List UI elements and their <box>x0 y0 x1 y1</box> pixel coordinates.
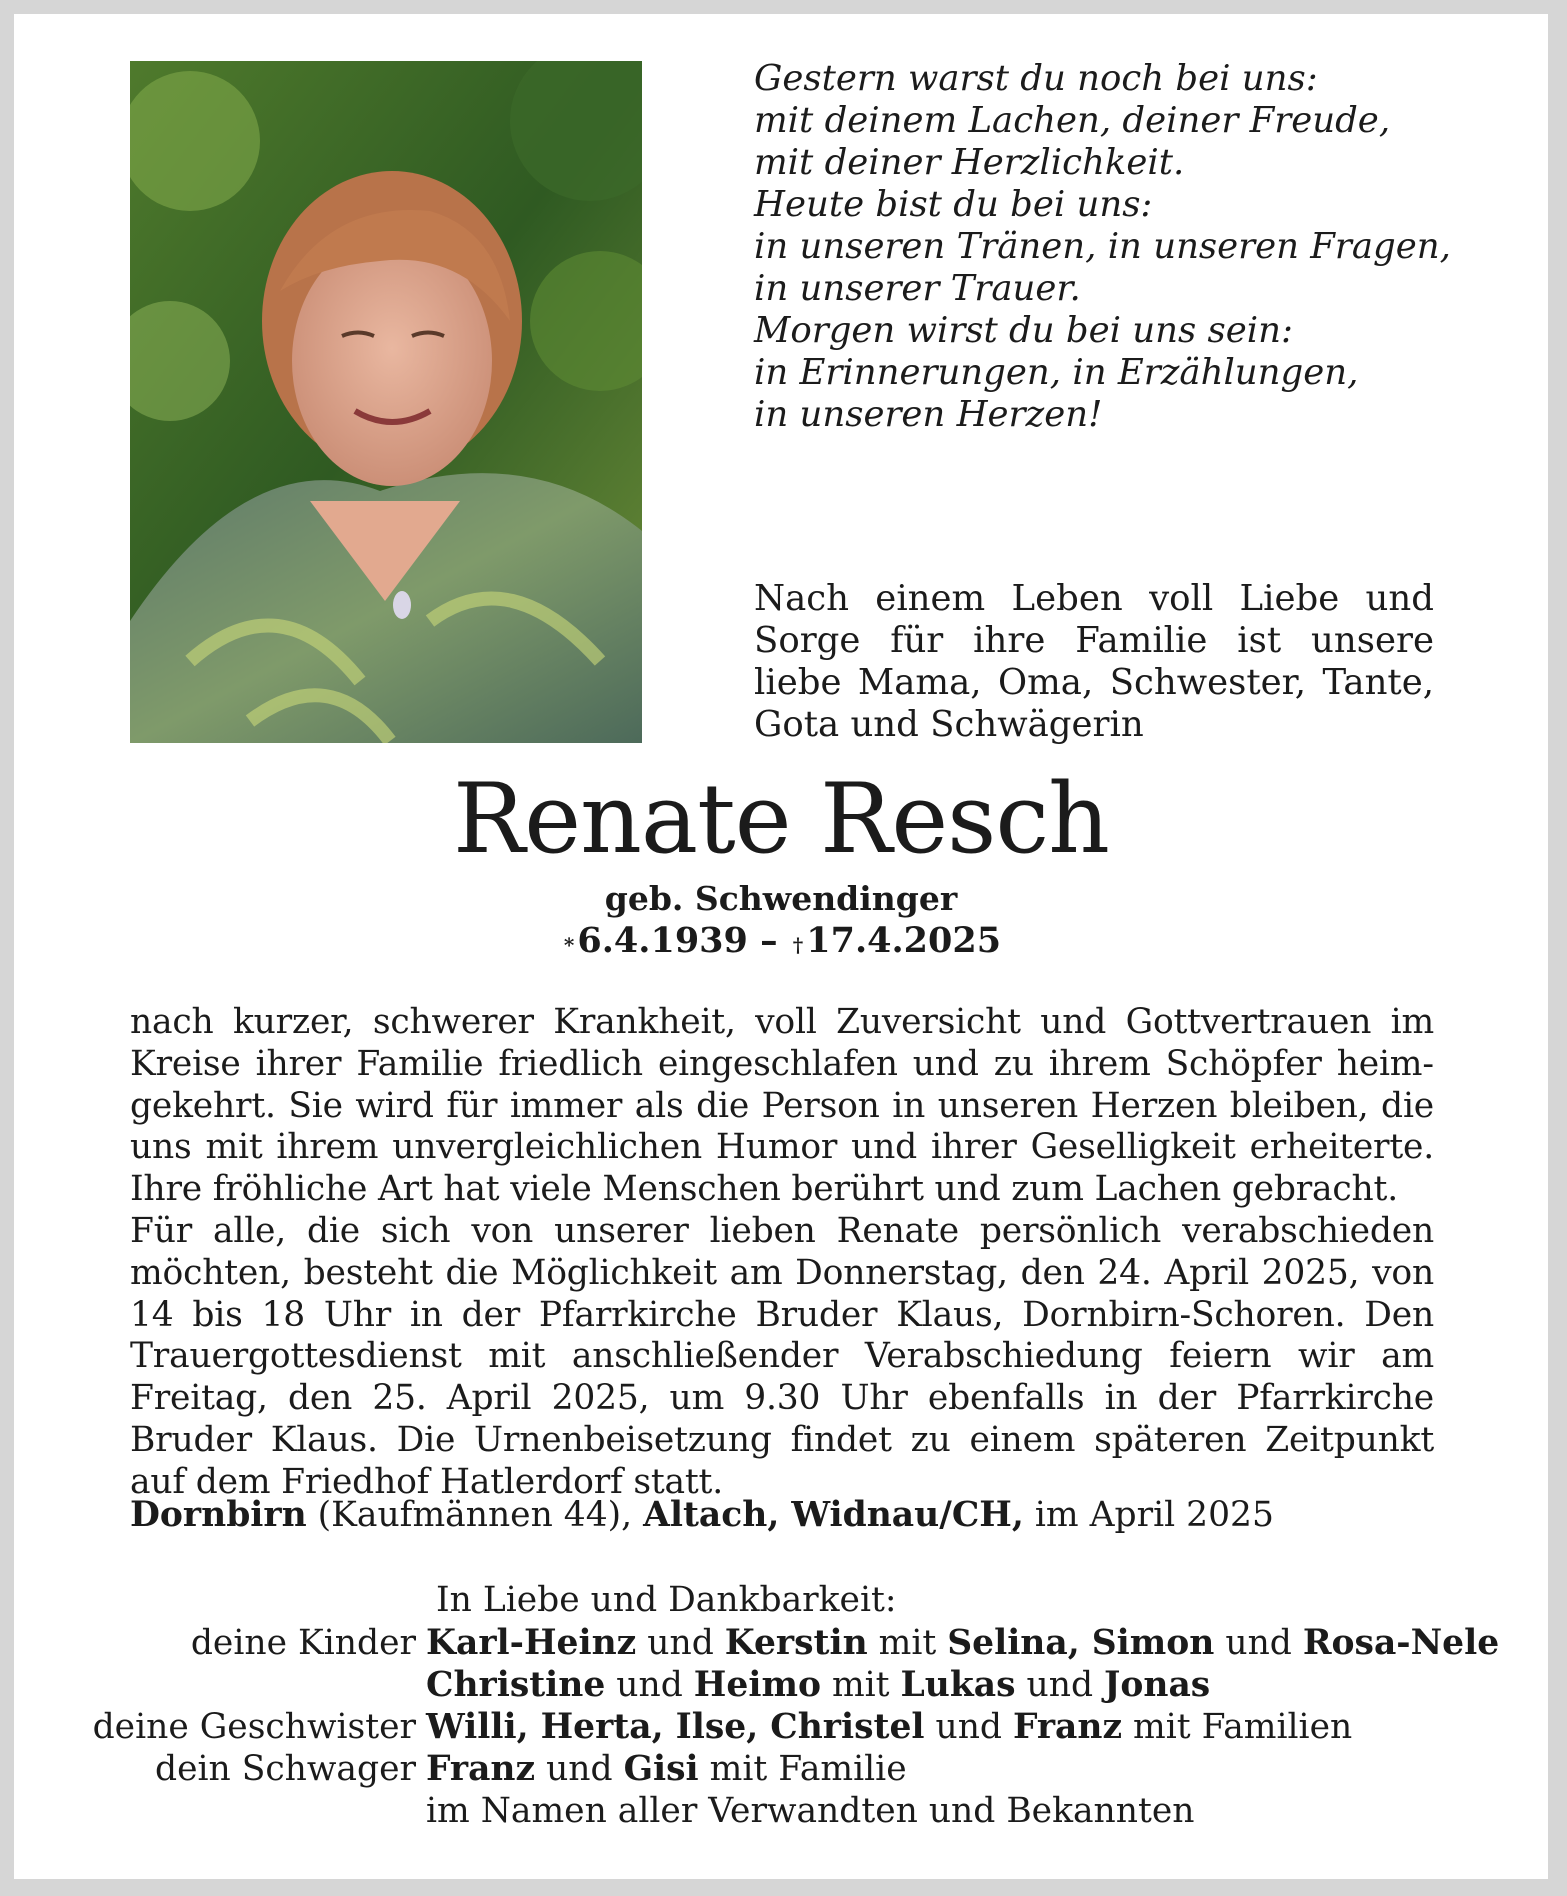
death-symbol: † <box>792 933 804 957</box>
connector: mit <box>831 1665 890 1705</box>
connector: mit Familie <box>709 1749 907 1789</box>
connector: und <box>1026 1665 1094 1705</box>
mourners-list <box>14 1622 1548 1832</box>
mourner-role-empty <box>14 1790 426 1832</box>
mourner-row <box>14 1706 1548 1748</box>
connector: und <box>546 1749 613 1789</box>
closing-line: im Namen aller Verwandten und Bekannten <box>426 1791 1195 1831</box>
mourner-name: Jonas <box>1104 1665 1211 1705</box>
poem-line: mit deiner Herzlichkeit. <box>754 142 1185 183</box>
mourner-role: dein Schwager <box>155 1749 416 1789</box>
mourner-names <box>426 1706 1548 1748</box>
poem-line: in unserer Trauer. <box>754 268 1081 309</box>
birth-name: geb. Schwendinger <box>604 879 958 918</box>
connector: und <box>935 1707 1002 1747</box>
mourner-names <box>426 1664 1548 1706</box>
connector: und <box>1225 1623 1292 1663</box>
connector: mit <box>878 1623 937 1663</box>
mourner-name: Franz <box>426 1749 536 1789</box>
intro-text: Nach einem Leben voll Liebe und Sorge für ihre Familie ist unsere liebe Mama, Oma, Schwester, Tante, Gota und Schwägerin <box>754 578 1434 745</box>
mourner-name: Heimo <box>693 1665 821 1705</box>
body-paragraph: nach kurzer, schwerer Krankheit, voll Zuversicht und Gottvertrauen im Kreise ihrer Familie friedlich eingeschlafen und zu ihrem Schöpfer heimgekehrt. Sie wird für immer als die Person in unseren Herzen bleiben, die uns mit ihrem unvergleichlichen Humor und ihrer Geselligkeit erheiterte. Ihre fröhliche Art hat viele Menschen berührt und zum Lachen gebracht. <box>130 1002 1434 1210</box>
place-date-line <box>130 1494 1450 1536</box>
death-date: 17.4.2025 <box>806 920 1002 961</box>
mourner-role: deine Kinder <box>190 1623 416 1663</box>
mourner-names <box>426 1622 1548 1664</box>
birth-date: 6.4.1939 <box>577 920 748 961</box>
body-paragraph: Für alle, die sich von unserer lieben Renate persönlich verabschieden möchten, besteht die Möglichkeit am Donnerstag, den 24. April 2025, von 14 bis 18 Uhr in der Pfarrkirche Bruder Klaus, Dornbirn-Schoren. Den Trauergottesdienst mit anschließender Verabschiedung feiern wir am Freitag, den 25. April 2025, um 9.30 Uhr ebenfalls in der Pfarrkirche Bruder Klaus. Die Urnenbeisetzung findet zu einem späteren Zeitpunkt auf dem Friedhof Hatlerdorf statt. <box>130 1210 1434 1502</box>
mourner-row <box>14 1622 1548 1664</box>
mourner-role-empty <box>14 1664 426 1706</box>
obituary-page <box>14 14 1548 1879</box>
portrait-photo <box>130 61 642 743</box>
mourner-row <box>14 1790 1548 1832</box>
mourner-name: Rosa-Nele <box>1302 1623 1500 1663</box>
connector: und <box>647 1623 714 1663</box>
portrait-image <box>130 61 642 743</box>
poem-line: in unseren Tränen, in unseren Fragen, <box>754 226 1451 267</box>
poem-line: in unseren Herzen! <box>754 394 1103 435</box>
life-dates <box>14 920 1548 962</box>
obituary-body <box>130 1002 1434 1504</box>
poem-line: Heute bist du bei uns: <box>754 184 1153 225</box>
place-city: Dornbirn <box>130 1495 307 1535</box>
mourner-name: Gisi <box>623 1749 699 1789</box>
mourner-name: Christine <box>426 1665 606 1705</box>
mourner-name: Kerstin <box>724 1623 868 1663</box>
poem-line: Gestern warst du noch bei uns: <box>754 58 1318 99</box>
mourner-name: Willi, Herta, Ilse, Christel <box>426 1707 925 1747</box>
mourner-names <box>426 1748 1548 1790</box>
mourner-name: Selina, Simon <box>947 1623 1215 1663</box>
mourner-name: Lukas <box>900 1665 1016 1705</box>
mourners-heading: In Liebe und Dankbarkeit: <box>436 1580 897 1620</box>
mourner-row <box>14 1748 1548 1790</box>
poem <box>754 58 1474 436</box>
birth-symbol: * <box>563 933 575 957</box>
mourner-row <box>14 1664 1548 1706</box>
deceased-name: Renate Resch <box>452 763 1109 875</box>
connector: und <box>616 1665 683 1705</box>
place-cities: Altach, Widnau/CH, <box>643 1495 1024 1535</box>
mourner-role: deine Geschwister <box>92 1707 416 1747</box>
poem-line: Morgen wirst du bei uns sein: <box>754 310 1293 351</box>
date-separator: – <box>760 920 778 961</box>
mourner-name: Franz <box>1012 1707 1123 1747</box>
place-address: (Kaufmännen 44), <box>317 1495 633 1535</box>
poem-line: in Erinnerungen, in Erzählungen, <box>754 352 1359 393</box>
place-date: im April 2025 <box>1034 1495 1274 1535</box>
poem-line: mit deinem Lachen, deiner Freude, <box>754 100 1391 141</box>
mourner-name: Karl-Heinz <box>426 1623 637 1663</box>
connector: mit Familien <box>1133 1707 1353 1747</box>
